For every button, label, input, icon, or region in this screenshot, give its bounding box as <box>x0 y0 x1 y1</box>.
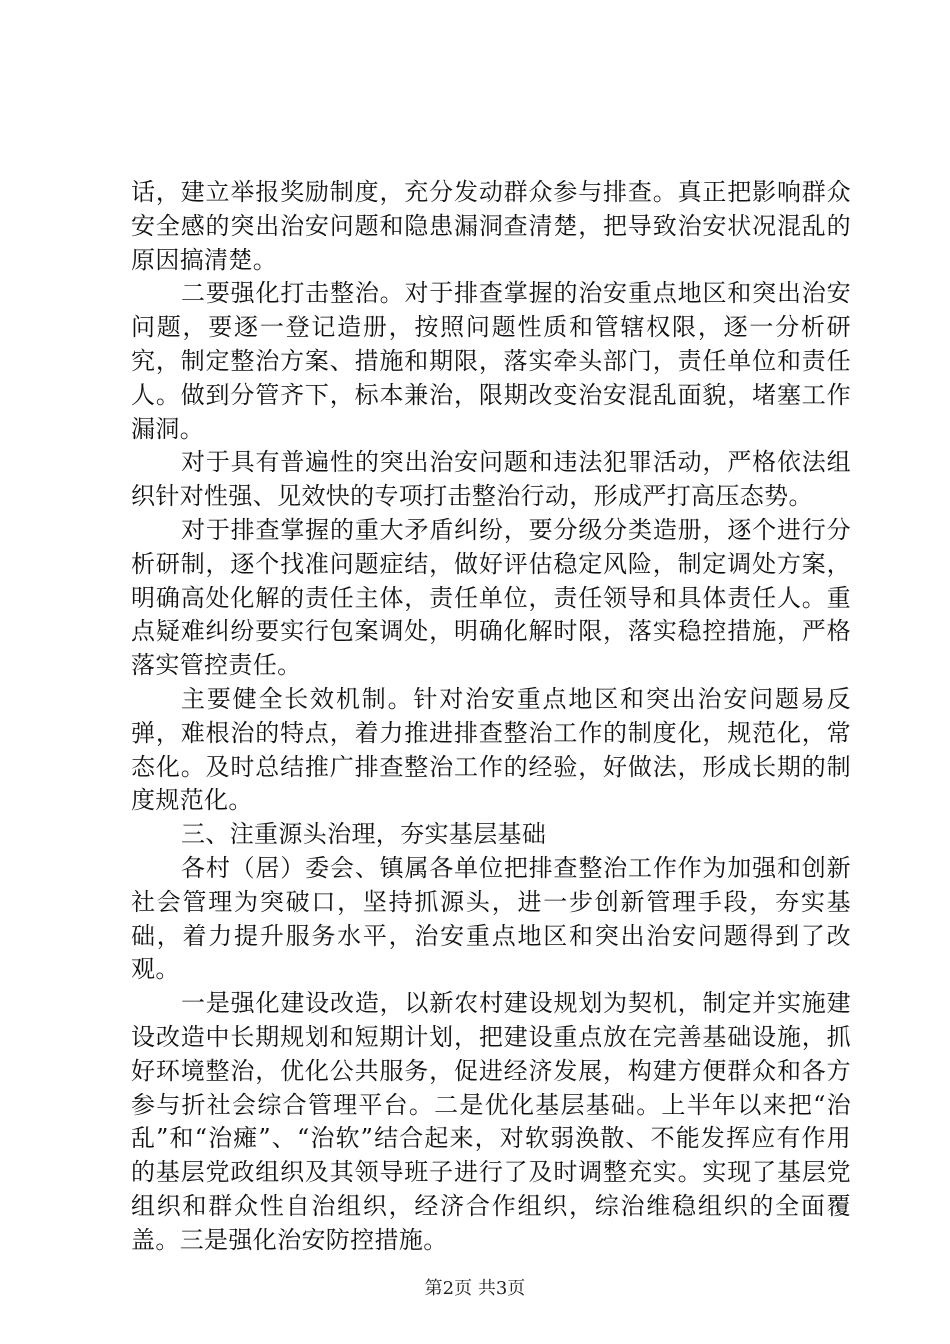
paragraph-6: 各村（居）委会、镇属各单位把排查整治工作作为加强和创新社会管理为突破口，坚持抓源头，进一步创新管理手段，夯实基础，着力提升服务水平，治安重点地区和突出治安问题得到了改观。 <box>131 853 851 984</box>
paragraph-4: 对于排查掌握的重大矛盾纠纷，要分级分类造册，逐个进行分析研制，逐个找准问题症结，做好评估稳定风险，制定调处方案，明确高处化解的责任主体，责任单位，责任领导和具体责任人。重点疑难纠纷要实行包案调处，明确化解时限，落实稳控措施，严格落实管控责任。 <box>131 515 851 680</box>
paragraph-1: 话，建立举报奖励制度，充分发动群众参与排查。真正把影响群众安全感的突出治安问题和隐患漏洞查清楚，把导致治安状况混乱的原因搞清楚。 <box>131 178 851 274</box>
paragraph-2: 二要强化打击整治。对于排查掌握的治安重点地区和突出治安问题，要逐一登记造册，按照问题性质和管辖权限，逐一分析研究，制定整治方案、措施和期限，落实牵头部门，责任单位和责任人。做到分管齐下，标本兼治，限期改变治安混乱面貌，堵塞工作漏洞。 <box>131 279 851 443</box>
paragraph-7: 一是强化建设改造，以新农村建设规划为契机，制定并实施建设改造中长期规划和短期计划，把建设重点放在完善基础设施，抓好环境整治，优化公共服务，促进经济发展，构建方便群众和各方参与折社会综合管理平台。二是优化基层基础。上半年以来把“治乱”和“治瘫”、“治软”结合起来，对软弱涣散、不能发挥应有作用的基层党政组织及其领导班子进行了及时调整充实。实现了基层党组织和群众性自治组织，经济合作组织，综治维稳组织的全面覆盖。三是强化治安防控措施。 <box>131 989 851 1254</box>
document-body <box>131 176 851 1258</box>
page-number-footer: 第2页 共3页 <box>424 1278 526 1299</box>
paragraph-3: 对于具有普遍性的突出治安问题和违法犯罪活动，严格依法组织针对性强、见效快的专项打击整治行动，形成严打高压态势。 <box>131 448 851 511</box>
paragraph-5: 主要健全长效机制。针对治安重点地区和突出治安问题易反弹，难根治的特点，着力推进排查整治工作的制度化，规范化，常态化。及时总结推广排查整治工作的经验，好做法，形成长期的制度规范化。 <box>131 684 851 815</box>
section-heading-3: 三、注重源头治理，夯实基层基础 <box>181 820 547 849</box>
